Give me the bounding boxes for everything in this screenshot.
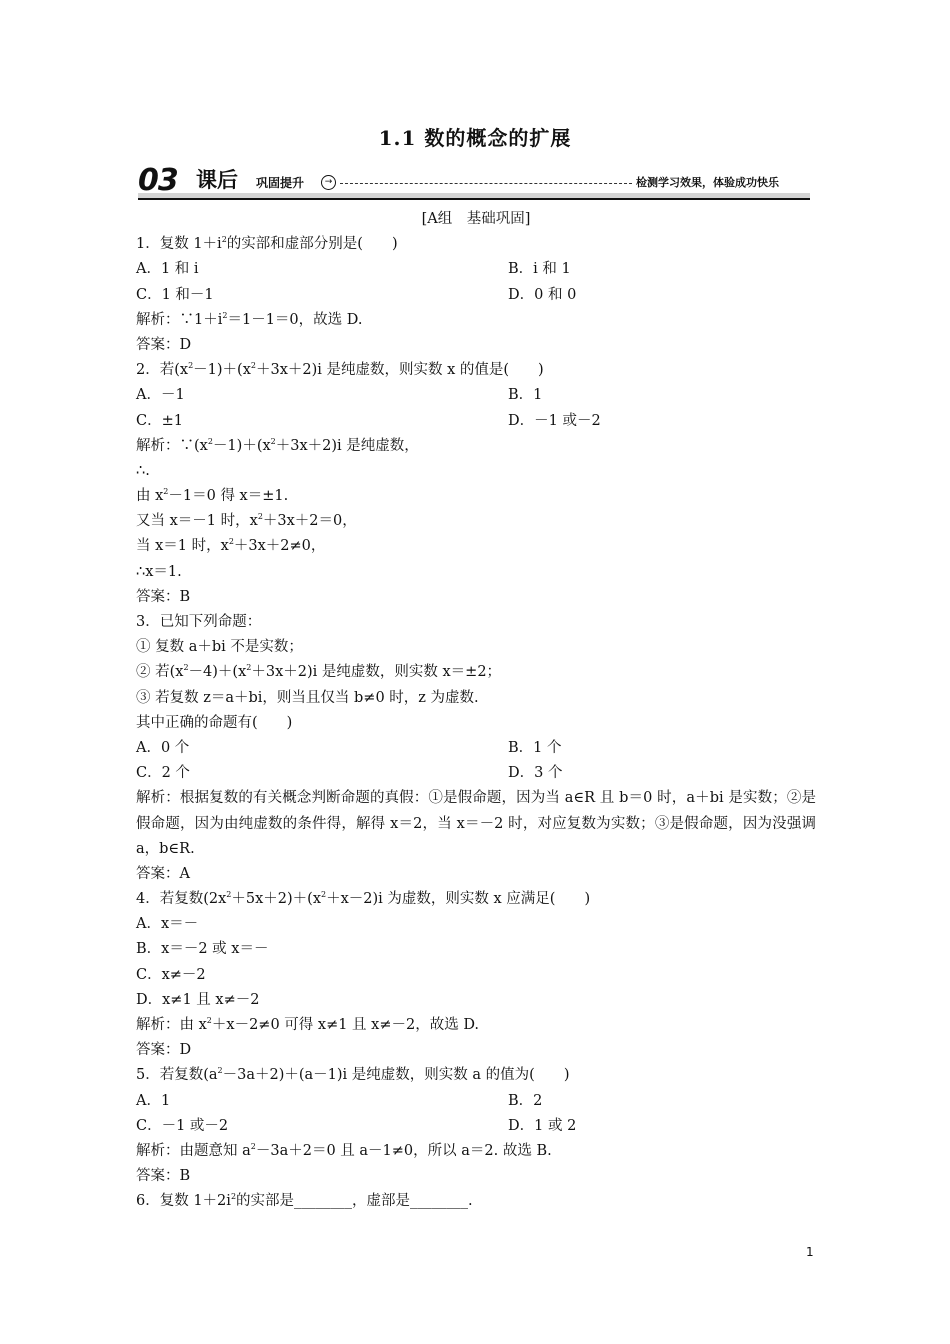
- option-a: A．0 个: [136, 739, 190, 756]
- question-4-answer: 答案：D: [136, 1042, 192, 1059]
- question-5-solution: 解析：由题意知 $a^2-3a+2=0$ 且 a－1≠0，所以 a＝2. 故选 B.: [136, 1141, 552, 1159]
- question-3-options-ab: [136, 736, 816, 761]
- question-5-stem: 5．若复数$(a^2-3a+2)+(a-1)i$ 是纯虚数，则实数 a 的值为( ): [136, 1066, 570, 1084]
- section-banner: [138, 163, 810, 200]
- option-a: A．－1: [136, 387, 185, 404]
- question-5-options-cd: [136, 1114, 816, 1139]
- document-body: [136, 207, 816, 1215]
- option-d: D．3 个: [508, 765, 563, 782]
- question-3-options-cd: [136, 761, 816, 786]
- banner-number: 03: [138, 163, 178, 198]
- question-5-options-ab: [136, 1089, 816, 1114]
- banner-rule: [138, 198, 810, 200]
- question-4-option-d: D．x≠1 且 x≠－2: [136, 991, 260, 1008]
- question-3-item-2: ② 若$(x^2-4)+(x^2+3x+2)i$ 是纯虚数，则实数 x＝±2；: [136, 663, 502, 681]
- option-d: D．0 和 0: [508, 286, 577, 303]
- option-d: D．1 或 2: [508, 1117, 577, 1134]
- option-a: A．1 和 i: [136, 261, 199, 278]
- question-3-item-3: ③ 若复数 z＝a＋bi，则当且仅当 b≠0 时，z 为虚数.: [136, 689, 479, 706]
- question-3-query: 其中正确的命题有( ): [136, 714, 293, 731]
- option-c: C．±1: [136, 412, 183, 429]
- option-c: C．2 个: [136, 765, 190, 782]
- question-6-stem: 6．复数 $1+2i^2$的实部是________，虚部是________.: [136, 1192, 473, 1210]
- question-3-item-1: ① 复数 a＋bi 不是实数；: [136, 639, 303, 656]
- question-2-solution-6: ∴x＝1.: [136, 563, 182, 580]
- question-3-solution: 解析：根据复数的有关概念判断命题的真假：①是假命题，因为当 a∈R 且 b＝0 时，a＋bi 是实数；②是假命题，因为由纯虚数的条件得，解得 x＝2，当 x＝－2 时，对应复数为实数；③是假命题，因为没强调 a，b∈R.: [136, 790, 816, 857]
- option-b: B．i 和 1: [508, 261, 571, 278]
- page-number: 1: [806, 1245, 814, 1259]
- question-1-solution: 解析：$\because 1+i^2=1-1=0$，故选 D.: [136, 310, 363, 328]
- section-heading: [A组 基础巩固]: [421, 211, 531, 227]
- question-3-answer: 答案：A: [136, 865, 190, 882]
- banner-slogan: 检测学习效果，体验成功快乐: [636, 176, 779, 189]
- question-2-solution-2: ∴.: [136, 462, 150, 479]
- option-b: B．1 个: [508, 739, 562, 756]
- question-4-stem: 4．若复数$(2x^2+5x+2)+(x^2+x-2)i$ 为虚数，则实数 x 应满足( ): [136, 890, 591, 908]
- question-4-solution: 解析：由 $x^2+x-2\ne 0$ 可得 x≠1 且 x≠－2，故选 D.: [136, 1016, 480, 1034]
- question-2-options-ab: [136, 383, 816, 408]
- question-2-solution-1: 解析：$\because(x^2-1)+(x^2+3x+2)i$ 是纯虚数，: [136, 436, 419, 454]
- banner-sub-label: 巩固提升: [256, 176, 305, 190]
- question-2-stem: 2．若$(x^2-1)+(x^2+3x+2)i$ 是纯虚数，则实数 x 的值是( ): [136, 361, 544, 379]
- option-b: B．2: [508, 1092, 543, 1109]
- question-4-option-a: A．x＝－: [136, 916, 199, 933]
- banner-main-label: 课后: [196, 168, 238, 192]
- question-2-options-cd: [136, 409, 816, 434]
- question-1-stem: 1．复数 $1+i^2$的实部和虚部分别是( ): [136, 235, 398, 253]
- question-1-answer: 答案：D: [136, 336, 192, 353]
- question-5-answer: 答案：B: [136, 1168, 191, 1185]
- question-2-solution-5: 当 x＝1 时，$x^2+3x+2\ne 0$，: [136, 537, 326, 555]
- question-1-options-cd: [136, 283, 816, 308]
- question-4-option-c: C．x≠－2: [136, 966, 206, 983]
- option-c: C．1 和－1: [136, 286, 214, 303]
- question-3-stem: 3．已知下列命题：: [136, 614, 262, 630]
- question-1-options-ab: [136, 257, 816, 282]
- option-c: C．－1 或－2: [136, 1117, 229, 1134]
- arrow-circle-icon: →: [321, 175, 336, 190]
- banner-dashed-line: [340, 183, 632, 184]
- page-title: 1.1 数的概念的扩展: [378, 126, 572, 150]
- option-a: A．1: [136, 1092, 171, 1109]
- question-4-option-b: B．x＝－2 或 x＝－: [136, 941, 269, 958]
- option-b: B．1: [508, 387, 543, 404]
- question-2-solution-3: 由 $x^2-1=0$ 得 x＝±1.: [136, 487, 289, 505]
- option-d: D．－1 或－2: [508, 412, 601, 429]
- question-2-answer: 答案：B: [136, 588, 191, 605]
- question-2-solution-4: 又当 x＝－1 时，$x^2+3x+2=0$，: [136, 512, 357, 530]
